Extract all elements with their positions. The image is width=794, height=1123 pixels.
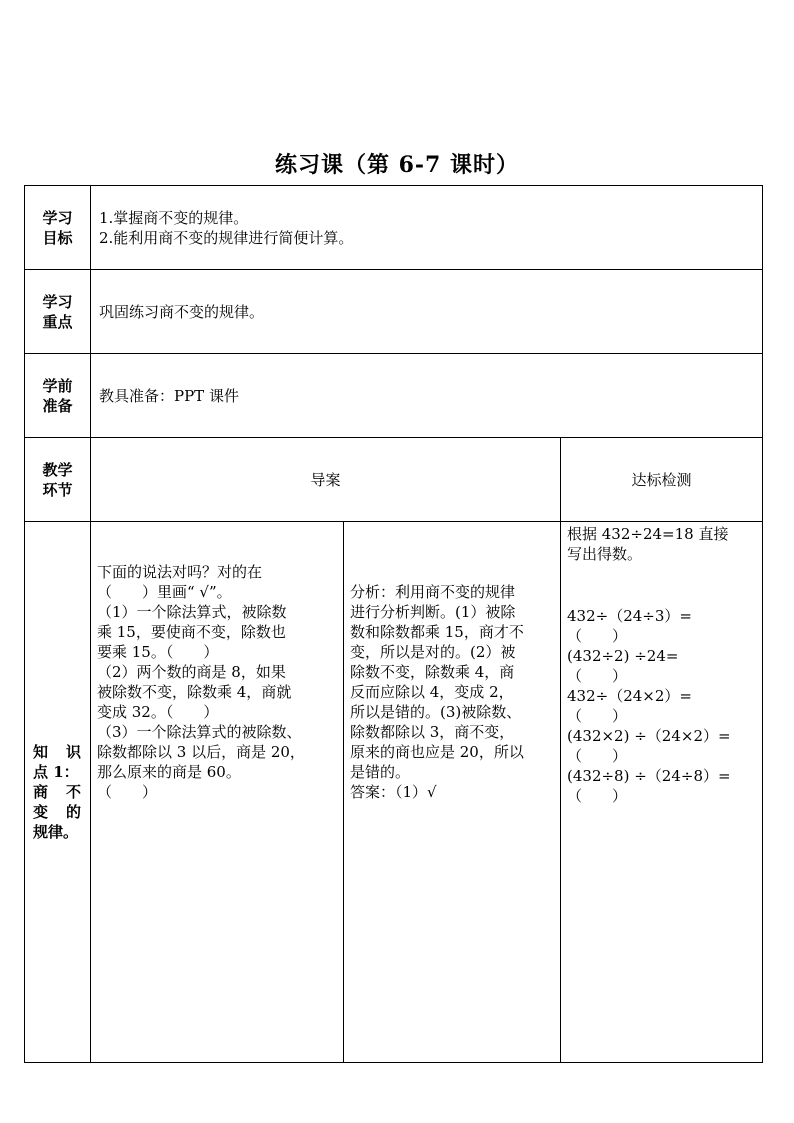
check-line: (432×2) ÷（24×2）= [567,726,731,745]
analysis-line: 除数都除以 3，商不变， [350,723,515,741]
check-line: 根据 432÷24=18 直接 [567,525,729,543]
objectives-row [25,186,763,270]
check-line: 432÷（24÷3）= [567,606,692,625]
preparation-label: 学前 准备 [25,354,91,438]
check-cell [561,522,763,1063]
question-line: 除数都除以 3 以后，商是 20， [97,743,305,761]
check-line [567,564,756,606]
check-line: (432÷2) ÷24= [567,646,679,665]
analysis-line: 是错的。 [350,763,411,781]
question-line: 被除数不变，除数乘 4，商就 [97,683,292,701]
guide-header: 导案 [91,438,561,522]
check-line: （ ） [567,746,628,765]
question-line: 那么原来的商是 60。 [97,763,241,781]
question-line: （ ） [97,783,158,801]
knowledge-label: 知 识 点 1： 商 不 变 的 规律。 [25,522,91,1063]
check-line: 432÷（24×2）= [567,686,692,705]
focus-content: 巩固练习商不变的规律。 [91,270,763,354]
check-line: 写出得数。 [567,545,643,563]
question-line: 变成 32。（ ） [97,703,219,721]
analysis-line: 数和除数都乘 15，商才不 [350,623,524,641]
analysis-line: 变，所以是对的。(2）被 [350,643,516,661]
check-header: 达标检测 [561,438,763,522]
focus-label: 学习 重点 [25,270,91,354]
knowledge-row [25,522,763,1063]
check-line: （ ） [567,786,628,805]
question-line: 下面的说法对吗？对的在 [97,563,263,581]
preparation-row [25,354,763,438]
objective-item: 1.掌握商不变的规律。 [99,208,249,227]
check-line: （ ） [567,666,628,685]
question-line: （2）两个数的商是 8，如果 [97,663,286,681]
focus-row [25,270,763,354]
analysis-line: 除数不变，除数乘 4，商 [350,663,515,681]
question-cell [91,522,344,1063]
analysis-line: 原来的商也应是 20，所以 [350,743,524,761]
question-line: 要乘 15。（ ） [97,643,219,661]
check-line: （ ） [567,626,628,645]
analysis-line: 答案：（1）√ [350,783,437,801]
objective-item: 2.能利用商不变的规律进行简便计算。 [99,228,354,247]
header-row [25,438,763,522]
check-line: (432÷8) ÷（24÷8）= [567,766,731,785]
objectives-label: 学习 目标 [25,186,91,270]
question-line: （1）一个除法算式，被除数 [97,603,287,621]
check-line: （ ） [567,706,628,725]
lesson-plan-table [24,185,763,1063]
teaching-stage-label: 教学 环节 [25,438,91,522]
question-line: （ ）里画“ √”。 [97,583,232,601]
preparation-content: 教具准备：PPT 课件 [91,354,763,438]
question-line: （3）一个除法算式的被除数、 [97,723,302,741]
objectives-content [91,186,763,270]
analysis-line: 进行分析判断。(1）被除 [350,603,516,621]
analysis-line: 反而应除以 4，变成 2， [350,683,514,701]
analysis-line: 分析：利用商不变的规律 [350,583,516,601]
analysis-cell [344,522,561,1063]
analysis-line: 所以是错的。(3)被除数、 [350,703,522,721]
question-line: 乘 15，要使商不变，除数也 [97,623,286,641]
page-title: 练习课（第 6-7 课时） [274,152,520,178]
